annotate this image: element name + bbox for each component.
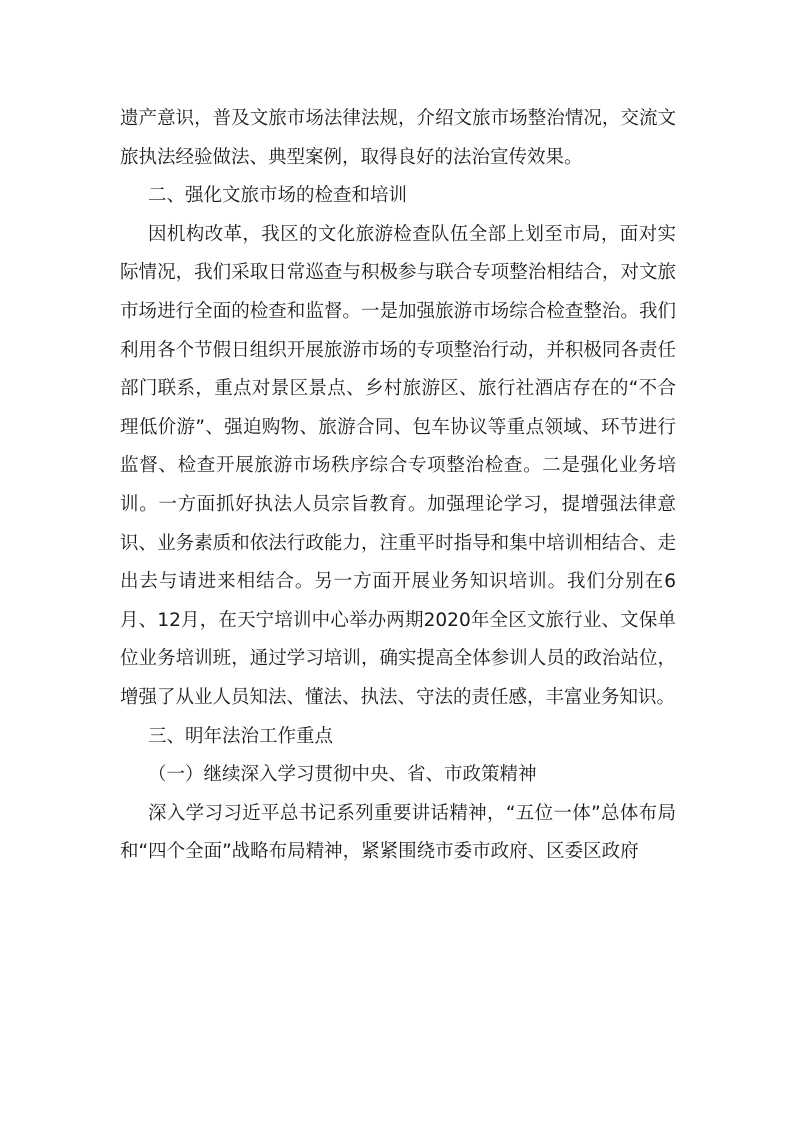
subsection-heading-policy-study: （一）继续深入学习贯彻中央、省、市政策精神 (148, 764, 537, 786)
document-body (120, 100, 676, 872)
paragraph-policy-study: 深入学习习近平总书记系列重要讲话精神，“五位一体”总体布局和“四个全面”战略布局精神，紧紧围绕市委市政府、区委区政府 (120, 802, 676, 863)
section-heading-next-year-priorities: 三、明年法治工作重点 (148, 725, 334, 747)
paragraph-inspection-training: 因机构改革，我区的文化旅游检查队伍全部上划至市局，面对实际情况，我们采取日常巡查与积极参与联合专项整治相结合，对文旅市场进行全面的检查和监督。一是加强旅游市场综合检查整治。我们利用各个节假日组织开展旅游市场的专项整治行动，并积极同各责任部门联系，重点对景区景点、乡村旅游区、旅行社酒店存在的“不合理低价游”、强迫购物、旅游合同、包车协议等重点领域、环节进行监督、检查开展旅游市场秩序综合专项整治检查。二是强化业务培训。一方面抓好执法人员宗旨教育。加强理论学习，提增强法律意识、业务素质和依法行政能力，注重平时指导和集中培训相结合、走出去与请进来相结合。另一方面开展业务知识培训。我们分别在6月、12月，在天宁培训中心举办两期2020年全区文旅行业、文保单位业务培训班，通过学习培训，确实提高全体参训人员的政治站位，增强了从业人员知法、懂法、执法、守法的责任感，丰富业务知识。 (120, 223, 676, 708)
paragraph-legal-publicity-continued: 遗产意识，普及文旅市场法律法规，介绍文旅市场整治情况，交流文旅执法经验做法、典型案例，取得良好的法治宣传效果。 (120, 108, 676, 168)
section-heading-inspection-training: 二、强化文旅市场的检查和培训 (148, 185, 408, 207)
